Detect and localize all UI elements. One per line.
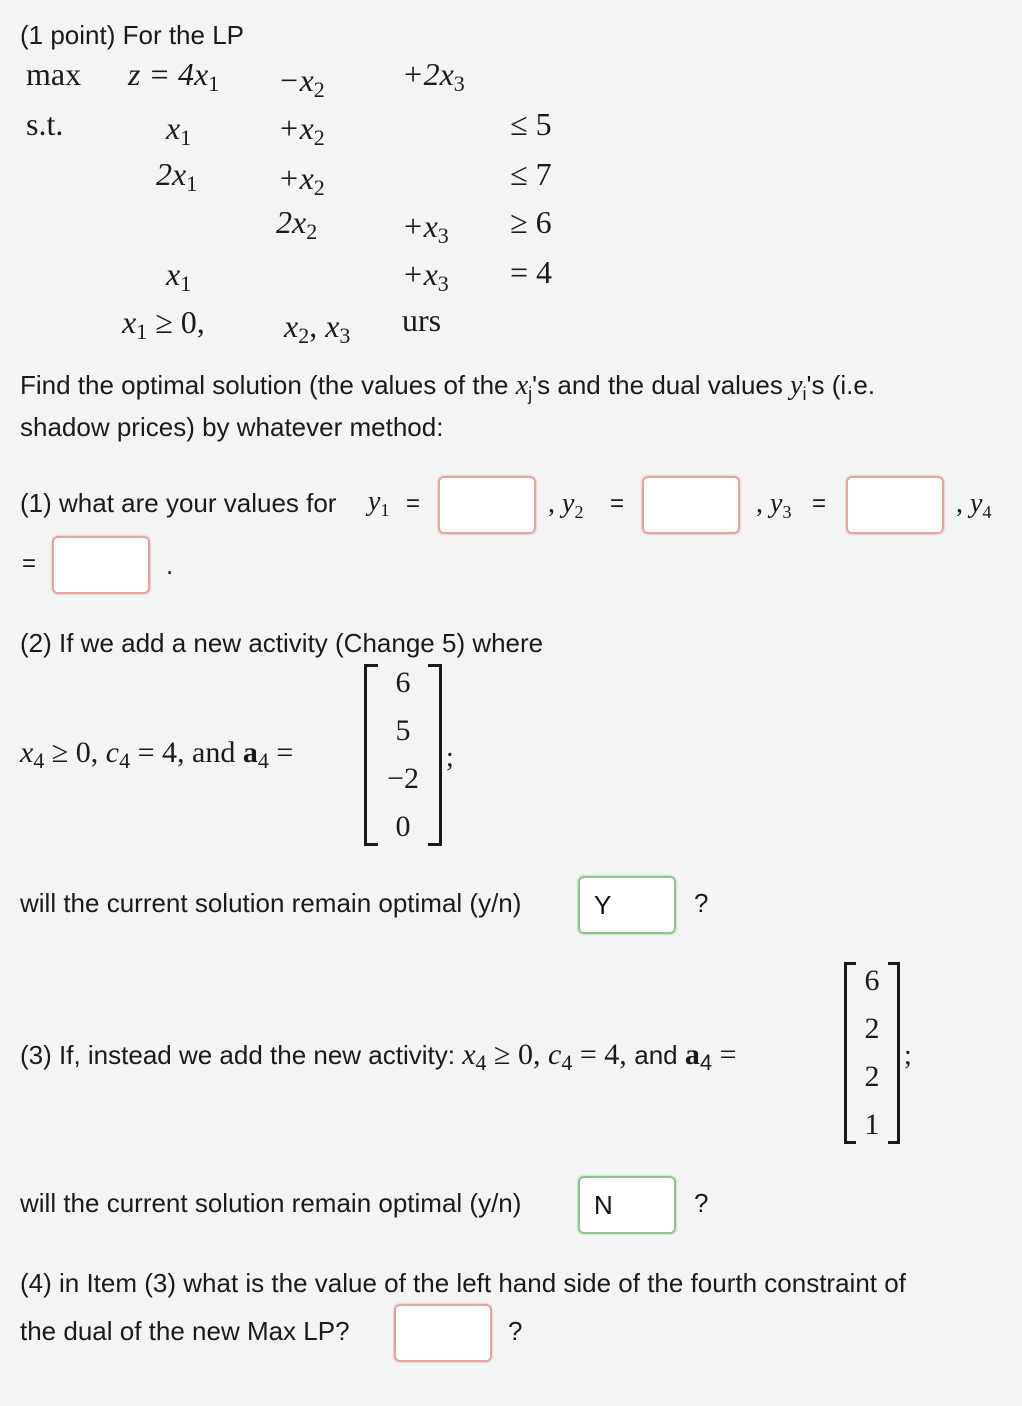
c1-rhs: ≤ 5 <box>510 106 552 142</box>
c3-rhs: ≥ 6 <box>510 204 552 240</box>
intro-line-1: Find the optimal solution (the values of the $x_j's$ and the dual values $y_i's$ (i.e. <box>20 370 876 404</box>
q2-vector-entry: 6 <box>395 666 411 699</box>
c1-x1: $x_1$ <box>166 110 192 150</box>
c4-x1: $x_1$ <box>166 256 192 296</box>
c2-x1: $2x_1$ <box>156 156 198 196</box>
c3-x3: $+x_3$ <box>402 208 449 248</box>
q4-prompt-line-2: the dual of the new Max LP? <box>20 1316 350 1346</box>
c2-x2: $+x_2$ <box>278 160 325 200</box>
sign-x1: $x_1 \ge 0$, <box>122 304 205 344</box>
objective-z: $z = 4x_1$ <box>128 56 220 96</box>
y4-input[interactable] <box>52 536 150 594</box>
c4-x3: $+x_3$ <box>402 256 449 296</box>
y3-input[interactable] <box>846 476 944 534</box>
y1-eq: = <box>406 490 421 517</box>
q2-semicolon: ; <box>446 742 454 773</box>
c2-rhs: ≤ 7 <box>510 156 552 192</box>
sign-x2-x3: $x_2$, $x_3$ <box>284 308 351 348</box>
y2-eq: = <box>610 490 625 517</box>
q3-answer-input[interactable]: N <box>578 1176 676 1234</box>
objective-term-3: $+2x_3$ <box>402 56 465 96</box>
q2-question: will the current solution remain optimal (y/n) <box>20 888 522 918</box>
objective-term-2: $-x_2$ <box>278 62 325 102</box>
q4-qmark: ? <box>508 1316 523 1346</box>
q2-answer-input[interactable]: Y <box>578 876 676 934</box>
sign-urs: urs <box>402 302 442 338</box>
y3-label: , $y_3$ <box>756 488 792 522</box>
y2-label: , $y_2$ <box>548 488 584 522</box>
q3-question: will the current solution remain optimal (y/n) <box>20 1188 522 1218</box>
q3-vector-entry: 2 <box>864 1012 880 1045</box>
q3-vector-entry: 6 <box>864 964 880 997</box>
max-label: max <box>26 56 82 92</box>
q2-vector-entry: 0 <box>395 810 411 843</box>
q2-left-bracket <box>364 664 378 846</box>
q1-prompt: (1) what are your values for <box>20 488 337 518</box>
q3-vector-entry: 2 <box>864 1060 880 1093</box>
q2-vector-entry: 5 <box>395 714 411 747</box>
y4-eq: = <box>22 550 37 577</box>
c4-rhs: = 4 <box>510 254 553 290</box>
y1-input[interactable] <box>438 476 536 534</box>
q2-prompt: (2) If we add a new activity (Change 5) where <box>20 628 544 658</box>
c3-x2: $2x_2$ <box>276 204 318 244</box>
st-label: s.t. <box>26 106 64 142</box>
q4-answer-input[interactable] <box>394 1304 492 1362</box>
q1-period: . <box>166 550 174 580</box>
q3-semicolon: ; <box>904 1040 912 1071</box>
q2-vector-entry: −2 <box>387 762 419 795</box>
y3-eq: = <box>812 490 827 517</box>
intro-line-2: shadow prices) by whatever method: <box>20 412 444 442</box>
problem-title: (1 point) For the LP <box>20 20 244 50</box>
q4-prompt-line-1: (4) in Item (3) what is the value of the left hand side of the fourth constraint of <box>20 1268 906 1298</box>
q2-right-bracket <box>428 664 442 846</box>
q3-prompt: (3) If, instead we add the new activity: $x_4 \ge 0$, $c_4 = 4$, and $a_4$ = <box>20 1038 737 1075</box>
q3-qmark: ? <box>694 1188 709 1218</box>
q2-condition: $x_4 \ge 0$, $c_4 = 4$, and $a_4$ = <box>20 736 294 773</box>
y4-label: , $y_4$ <box>956 488 992 522</box>
y2-input[interactable] <box>642 476 740 534</box>
q3-vector-entry: 1 <box>864 1108 880 1141</box>
q2-qmark: ? <box>694 888 709 918</box>
y1-label: $y_1$ <box>368 486 390 520</box>
c1-x2: $+x_2$ <box>278 110 325 150</box>
